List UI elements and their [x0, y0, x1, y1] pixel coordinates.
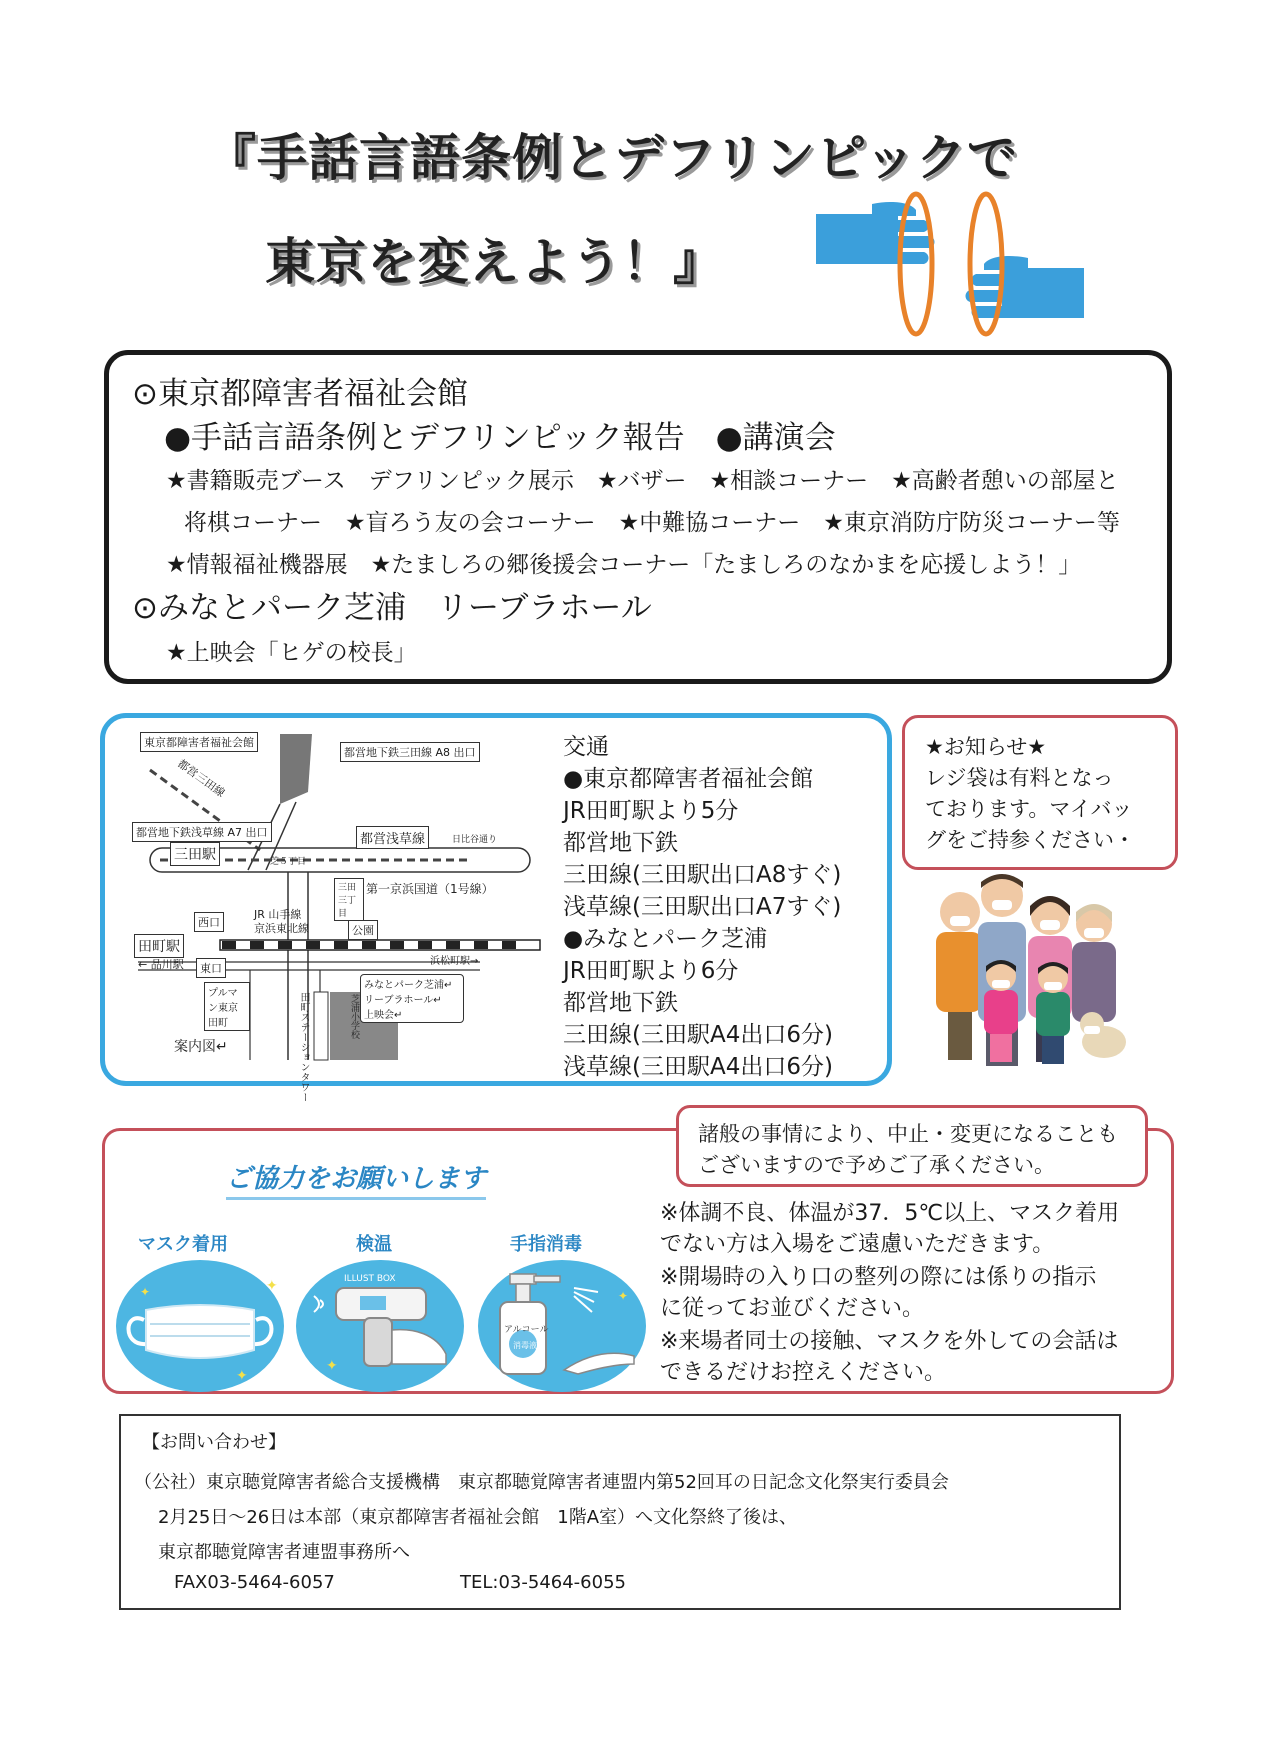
map-label-minato-park: [360, 974, 464, 1023]
map-label-welfare-hall: 東京都障害者福祉会館: [140, 732, 258, 752]
sign-language-hands-icon: [812, 186, 1088, 342]
cooperation-heading: ご協力をお願いします: [226, 1158, 486, 1200]
map-label-shinagawa: ← 品川駅: [138, 958, 184, 971]
temperature-label: 検温: [356, 1234, 392, 1255]
rule-line-3: に従ってお並びください。: [660, 1296, 925, 1321]
access-line-8: 三田線(三田駅A4出口6分): [563, 1022, 833, 1048]
svg-text:✦: ✦: [236, 1368, 248, 1384]
access-heading: 交通: [563, 734, 609, 760]
map-label-libra-hall: リーブラホール↵: [364, 995, 442, 1006]
map-label-hibiya-dori: 日比谷通り: [452, 835, 498, 845]
contact-tel: TEL:03-5464-6055: [460, 1572, 626, 1593]
rule-line-1: でない方は入場をご遠慮いただきます。: [660, 1232, 1055, 1257]
family-illustration-icon: [932, 872, 1138, 1068]
map-label-tamachi-station: 田町駅: [134, 934, 184, 958]
booths-line2: 将棋コーナー ★盲ろう友の会コーナー ★中難協コーナー ★東京消防庁防災コーナー等: [184, 510, 1120, 536]
contact-fax: FAX03-5464-6057: [174, 1572, 335, 1593]
contact-line2: 2月25日～26日は本部（東京都障害者福祉会館 1階A室）へ文化祭終了後は、: [158, 1507, 798, 1528]
svg-text:✦: ✦: [326, 1358, 338, 1374]
map-label-school: 芝浦小学校: [349, 994, 359, 1039]
map-label-shiba5: 芝５丁目: [270, 857, 307, 867]
guide-map: [130, 730, 550, 1102]
notice-line3: グをご持参ください・: [925, 828, 1135, 852]
map-label-guide: 案内図↵: [174, 1039, 228, 1055]
map-label-park: 公園: [348, 920, 378, 940]
map-label-hamamatsucho: 浜松町駅→: [430, 956, 479, 967]
contact-line1: （公社）東京聴覚障害者総合支援機構 東京都聴覚障害者連盟内第52回耳の日記念文化祭実行委員会: [134, 1472, 949, 1493]
access-line-4: 浅草線(三田駅出口A7すぐ): [563, 894, 842, 920]
rule-line-2: ※開場時の入り口の整列の際には係りの指示: [660, 1265, 1097, 1290]
rule-line-5: できるだけお控えください。: [660, 1360, 947, 1385]
thermometer-icon: [296, 1260, 464, 1392]
access-line-7: 都営地下鉄: [563, 990, 678, 1016]
map-label-screening: 上映会↵: [364, 1010, 403, 1021]
map-label-jr-keihin: 京浜東北線: [254, 922, 309, 935]
page-title-line2: 東京を変えよう！』: [265, 233, 724, 291]
svg-text:✦: ✦: [618, 1289, 629, 1303]
change-notice-line2: ございますので予めご了承ください。: [698, 1153, 1055, 1177]
change-notice-line1: 諸般の事情により、中止・変更になることも: [698, 1122, 1118, 1146]
access-line-5: ●みなとパーク芝浦: [563, 926, 768, 952]
notice-line2: ております。マイバッ: [925, 797, 1133, 821]
access-line-2: 都営地下鉄: [563, 830, 678, 856]
map-label-minato-park-name: みなとパーク芝浦↵: [364, 980, 453, 991]
map-label-crossing: 三田三丁目: [334, 878, 364, 921]
venue1-name: ⊙東京都障害者福祉会館: [132, 376, 468, 412]
map-label-nishiguchi: 西口: [194, 912, 224, 932]
alcohol-label: アルコール: [504, 1325, 549, 1335]
svg-text:✦: ✦: [140, 1285, 151, 1299]
contact-heading: 【お問い合わせ】: [142, 1432, 286, 1453]
mask-label: マスク着用: [138, 1234, 228, 1255]
rule-line-0: ※体調不良、体温が37．5℃以上、マスク着用: [660, 1201, 1120, 1226]
map-label-station-tower: 田町ステーションタワー: [298, 992, 309, 1102]
map-label-daiichi-keihin: 第一京浜国道（1号線）: [366, 882, 494, 896]
venue2-name: ⊙みなとパーク芝浦 リーブラホール: [132, 590, 652, 626]
hand-sanitizer-icon: [478, 1260, 646, 1392]
map-label-higashiguchi: 東口: [196, 958, 226, 978]
access-line-1: JR田町駅より5分: [563, 798, 739, 824]
rule-line-4: ※来場者同士の接触、マスクを外しての会話は: [660, 1329, 1119, 1354]
illust-box-label: ILLUST BOX: [344, 1274, 396, 1284]
map-label-mita-station: 三田駅: [170, 842, 220, 866]
access-line-6: JR田町駅より6分: [563, 958, 739, 984]
booths-line1: ★書籍販売ブース デフリンピック展示 ★バザー ★相談コーナー ★高齢者憩いの部屋と: [166, 468, 1119, 494]
map-label-jr-yamanote: JR 山手線: [254, 908, 302, 921]
venue1-events: ●手話言語条例とデフリンピック報告 ●講演会: [164, 420, 836, 456]
access-line-3: 三田線(三田駅出口A8すぐ): [563, 862, 842, 888]
notice-line1: レジ袋は有料となっ: [925, 766, 1114, 790]
map-label-asakusa-line: 都営浅草線: [356, 826, 429, 849]
access-line-9: 浅草線(三田駅A4出口6分): [563, 1054, 833, 1080]
notice-heading: ★お知らせ★: [925, 735, 1047, 759]
map-label-mita-line: 都営三田線: [175, 756, 228, 800]
map-label-pullman: プルマン東京田町: [204, 982, 250, 1031]
contact-line3: 東京都聴覚障害者連盟事務所へ: [158, 1542, 410, 1563]
mask-icon: [116, 1260, 284, 1392]
access-line-0: ●東京都障害者福祉会館: [563, 766, 814, 792]
disinfect-label: 手指消毒: [510, 1234, 582, 1255]
svg-text:✦: ✦: [266, 1278, 278, 1294]
disinfectant-label: 消毒液: [513, 1341, 537, 1350]
page-title-line1: 『手話言語条例とデフリンピックで: [206, 129, 1018, 187]
map-label-a7-exit: 都営地下鉄浅草線 A7 出口: [132, 822, 272, 842]
venue2-events: ★上映会「ヒゲの校長」: [166, 640, 417, 666]
map-label-a8-exit: 都営地下鉄三田線 A8 出口: [340, 742, 480, 762]
booths-line3: ★情報福祉機器展 ★たましろの郷後援会コーナー「たましろのなかまを応援しよう！」: [166, 552, 1082, 578]
